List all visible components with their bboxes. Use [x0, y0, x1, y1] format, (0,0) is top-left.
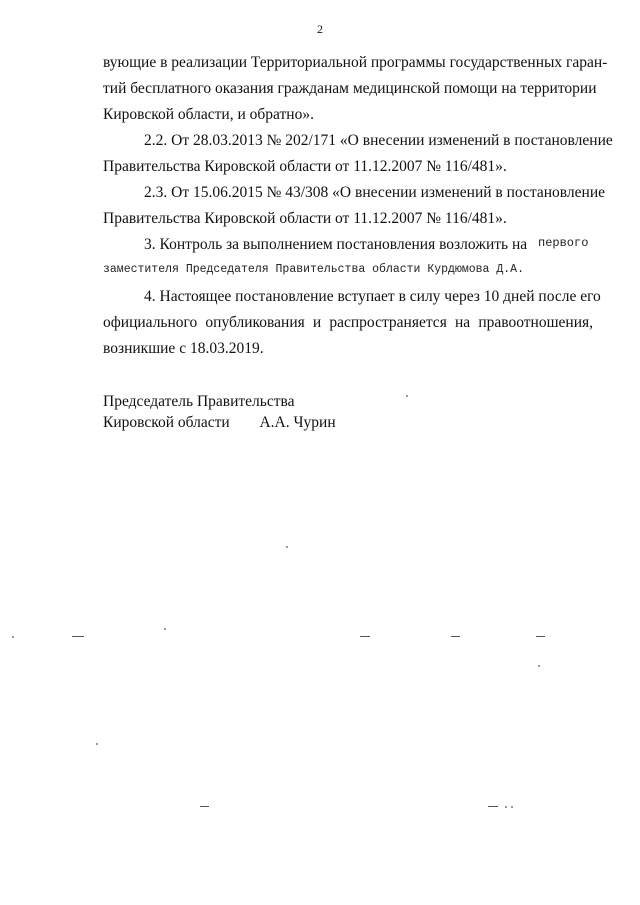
- paragraph-5-line-3: возникшие с 18.03.2019.: [103, 340, 264, 357]
- signature-name: А.А. Чурин: [259, 414, 336, 431]
- scan-artifact: [12, 636, 14, 638]
- scan-artifact: [451, 636, 460, 637]
- scan-artifact: [286, 546, 288, 548]
- scan-artifact: [505, 806, 507, 808]
- paragraph-3-line-1: 2.3. От 15.06.2015 № 43/308 «О внесении изменений в постановление: [144, 184, 606, 201]
- signature-title-line-2: [103, 413, 336, 433]
- signature-title-line-1: Председатель Правительства: [103, 393, 295, 410]
- scan-artifact: [360, 636, 370, 637]
- paragraph-2-line-1: 2.2. От 28.03.2013 № 202/171 «О внесении изменений в постановление: [144, 132, 613, 149]
- paragraph-1-line-2: тий бесплатного оказания гражданам медицинской помощи на территории: [103, 80, 597, 97]
- page-number: 2: [317, 22, 323, 36]
- scan-artifact: [72, 636, 84, 637]
- paragraph-4-typed-line-2: заместителя Председателя Правительства области Курдюмова Д.А.: [103, 263, 524, 276]
- scan-artifact: [488, 806, 498, 807]
- signature-organization: Кировской области: [103, 414, 230, 431]
- scan-artifact: [200, 806, 209, 807]
- scan-artifact: [164, 628, 166, 630]
- scan-artifact: [536, 636, 545, 637]
- scan-artifact: [538, 665, 540, 667]
- paragraph-5-line-2: официального опубликования и распространяется на правоотношения,: [103, 314, 593, 331]
- paragraph-1-line-1: вующие в реализации Территориальной программы государственных гаран-: [103, 54, 608, 71]
- paragraph-5-line-1: 4. Настоящее постановление вступает в силу через 10 дней после его: [144, 288, 601, 305]
- paragraph-2-line-2: Правительства Кировской области от 11.12.2007 № 116/481».: [103, 158, 507, 175]
- paragraph-1-line-3: Кировской области, и обратно».: [103, 106, 314, 123]
- scan-artifact: [511, 806, 513, 808]
- paragraph-3-line-2: Правительства Кировской области от 11.12.2007 № 116/481».: [103, 210, 507, 227]
- scan-artifact: [406, 395, 408, 397]
- scan-artifact: [96, 743, 98, 745]
- paragraph-4-line-1: 3. Контроль за выполнением постановления возложить на: [144, 236, 528, 253]
- paragraph-4-typed-insert: первого: [538, 236, 589, 250]
